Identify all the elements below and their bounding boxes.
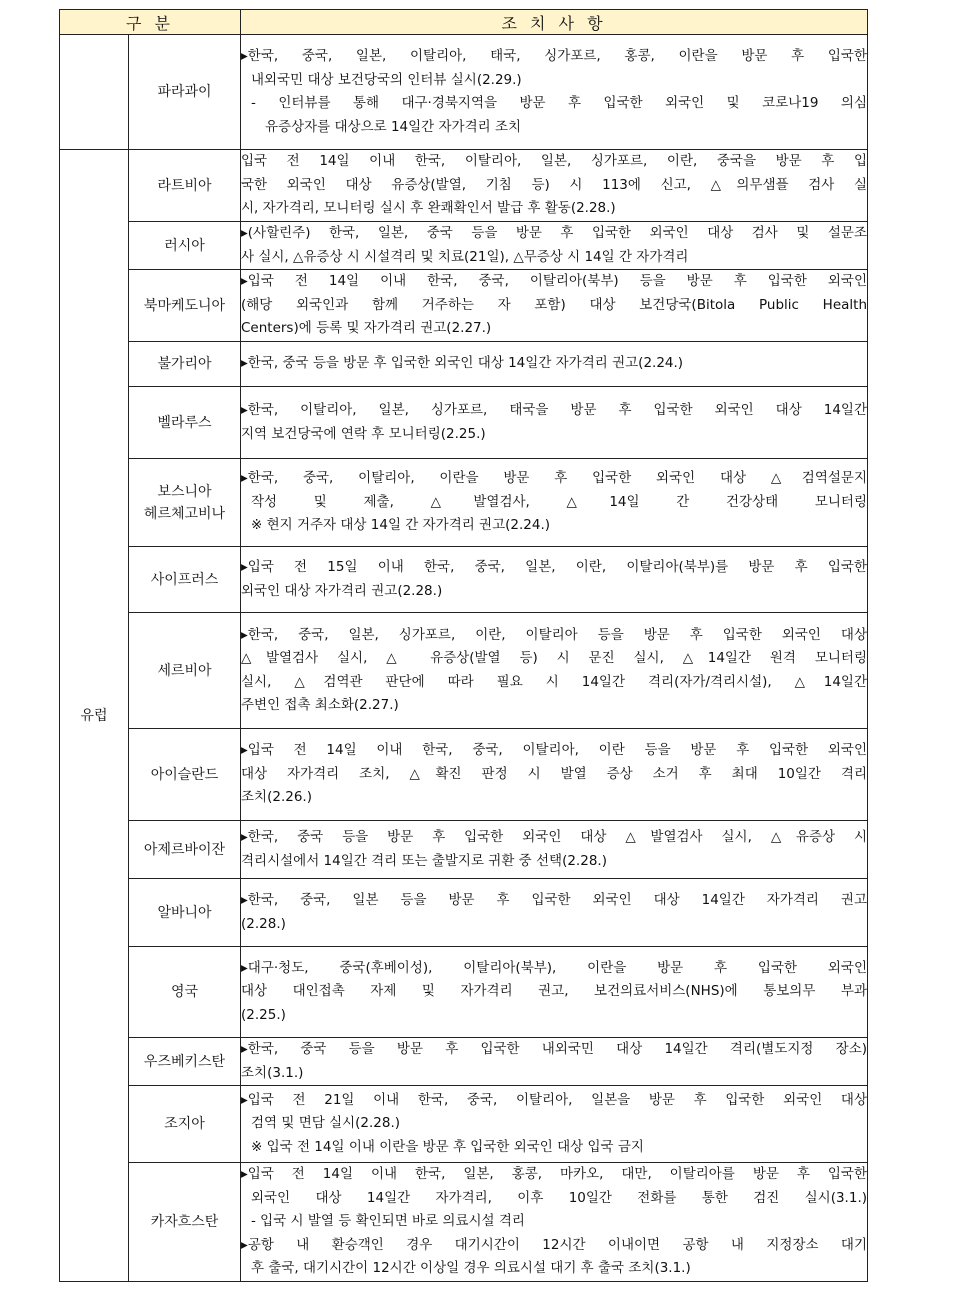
region-cell: 유럽: [60, 150, 129, 1282]
measure-line: ▸한국, 중국 등을 방문 후 입국한 내외국민 대상 14일간 격리(별도지정 장소): [241, 1041, 867, 1057]
header-measures: 조 치 사 항: [241, 10, 868, 35]
measure-line: ▸한국, 중국, 이탈리아, 이란을 방문 후 입국한 외국인 대상 △검역설문지: [241, 470, 867, 487]
measure-cell: [241, 342, 868, 387]
measure-line: - 인터뷰를 통해 대구·경북지역을 방문 후 입국한 외국인 및 코로나19 의심: [251, 95, 867, 111]
measure-line: 조치(2.26.): [241, 789, 312, 806]
region-cell: [60, 35, 129, 150]
table-header-row: [60, 10, 868, 35]
measure-line: ▸한국, 중국, 일본 등을 방문 후 입국한 외국인 대상 14일간 자가격리 권고: [241, 892, 867, 908]
table-row: [60, 459, 868, 547]
country-cell: [129, 879, 241, 947]
measure-cell: [241, 1038, 868, 1086]
measure-line: - 입국 시 발열 등 확인되면 바로 의료시설 격리: [251, 1213, 525, 1229]
measure-line: ▸대구·청도, 중국(후베이성), 이탈리아(북부), 이란을 방문 후 입국한 외국인: [241, 959, 867, 976]
table-row: [60, 222, 868, 270]
country-name: 알바니아: [157, 904, 212, 921]
measure-line: 지역 보건당국에 연락 후 모니터링(2.25.): [241, 425, 486, 442]
country-cell: [129, 1038, 241, 1086]
table-row: [60, 342, 868, 387]
measure-line: (2.25.): [241, 1006, 286, 1023]
measure-line: 검역 및 면담 실시(2.28.): [251, 1115, 401, 1132]
measure-cell: [241, 879, 868, 947]
measure-line: ▸한국, 중국, 일본, 이탈리아, 태국, 싱가포르, 홍콩, 이란을 방문 후 입국한: [241, 48, 867, 64]
measure-cell: [241, 222, 868, 270]
measure-cell: [241, 1163, 868, 1282]
measure-line: ▸한국, 이탈리아, 일본, 싱가포르, 태국을 방문 후 입국한 외국인 대상 14일간: [241, 402, 867, 418]
country-name: 우즈베키스탄: [143, 1053, 226, 1070]
country-cell: [129, 342, 241, 387]
measure-line: (해당 외국인과 함께 거주하는 자 포함) 대상 보건당국(Bitola Public Health: [241, 296, 867, 313]
measure-line: 주변인 접촉 최소화(2.27.): [241, 697, 399, 713]
country-cell: [129, 270, 241, 342]
measure-line: ▸한국, 중국 등을 방문 후 입국한 외국인 대상 14일간 자가격리 권고(2.24.): [241, 355, 684, 372]
table-row: [60, 270, 868, 342]
country-cell: [129, 729, 241, 821]
measure-line: ▸한국, 중국 등을 방문 후 입국한 외국인 대상 △발열검사 실시, △유증상 시: [241, 829, 867, 845]
measure-cell: [241, 729, 868, 821]
country-name: 사이프러스: [150, 571, 219, 588]
table-row: [60, 613, 868, 729]
header-category: 구 분: [60, 10, 241, 35]
table-row: [60, 547, 868, 613]
country-cell: [129, 1163, 241, 1282]
country-name: 조지아: [164, 1116, 205, 1132]
table-row: [60, 729, 868, 821]
measure-cell: [241, 1086, 868, 1163]
measure-line: (2.28.): [241, 915, 286, 932]
country-name: 벨라루스: [157, 414, 212, 431]
country-name: 보스니아: [157, 483, 212, 500]
table-row: [60, 1038, 868, 1086]
country-name: 아이슬란드: [150, 766, 219, 783]
measure-line: 국한 외국인 대상 유증상(발열, 기침 등) 시 113에 신고, △의무샘플 검사 실: [241, 176, 867, 193]
country-cell: [129, 821, 241, 879]
country-name: 러시아: [164, 237, 205, 254]
measure-line: 외국인 대상 14일간 자가격리, 이후 10일간 전화를 통한 검진 실시(3.1.): [251, 1189, 867, 1206]
table-row: [60, 35, 868, 150]
country-name: 영국: [170, 984, 199, 1000]
measure-line: ※ 현지 거주자 대상 14일 간 자가격리 권고(2.24.): [251, 517, 551, 534]
measure-cell: [241, 821, 868, 879]
country-cell: [129, 947, 241, 1038]
measure-cell: [241, 547, 868, 613]
measure-line: 후 출국, 대기시간이 12시간 이상일 경우 의료시설 대기 후 출국 조치(3.1.): [251, 1260, 691, 1276]
country-name: 불가리아: [157, 356, 212, 372]
country-name: 북마케도니아: [143, 297, 226, 314]
measure-line: ▸한국, 중국, 일본, 싱가포르, 이란, 이탈리아 등을 방문 후 입국한 외국인 대상: [241, 626, 867, 643]
country-cell: [129, 35, 241, 150]
measure-line: ▸입국 전 14일 이내 한국, 중국, 이탈리아(북부) 등을 방문 후 입국한 외국인: [241, 273, 867, 290]
table-row: [60, 1163, 868, 1282]
country-name: 카자흐스탄: [150, 1213, 219, 1230]
country-cell: [129, 547, 241, 613]
measure-cell: [241, 270, 868, 342]
measure-line: ▸입국 전 15일 이내 한국, 중국, 일본, 이란, 이탈리아(북부)를 방문 후 입국한: [241, 559, 867, 575]
country-name: 라트비아: [157, 177, 212, 194]
measure-line: △발열검사 실시, △ 유증상(발열 등) 시 문진 실시, △14일간 원격 모니터링: [241, 650, 867, 666]
measure-line: 격리시설에서 14일간 격리 또는 출발지로 귀환 중 선택(2.28.): [241, 852, 607, 869]
measure-line: 유증상자를 대상으로 14일간 자가격리 조치: [265, 118, 522, 135]
measure-cell: [241, 459, 868, 547]
measure-line: ▸입국 전 14일 이내 한국, 중국, 이탈리아, 이란 등을 방문 후 입국한 외국인: [241, 742, 867, 759]
country-cell: [129, 222, 241, 270]
country-name: 파라과이: [157, 84, 212, 100]
measure-line: 내외국민 대상 보건당국의 인터뷰 실시(2.29.): [251, 71, 522, 88]
measure-line: 대상 대인접촉 자제 및 자가격리 권고, 보건의료서비스(NHS)에 통보의무 부과: [241, 983, 867, 1000]
measures-table: [59, 9, 868, 1282]
country-cell: [129, 1086, 241, 1163]
country-name: 세르비아: [157, 662, 212, 679]
measure-cell: [241, 613, 868, 729]
measure-line: 외국인 대상 자가격리 권고(2.28.): [241, 582, 443, 599]
country-cell: [129, 613, 241, 729]
measure-line: ▸입국 전 14일 이내 한국, 일본, 홍콩, 마카오, 대만, 이탈리아를 방문 후 입국한: [241, 1166, 867, 1182]
measure-line: 시, 자가격리, 모니터링 실시 후 완쾌확인서 발급 후 활동(2.28.): [241, 200, 616, 217]
measure-line: ※ 입국 전 14일 이내 이란을 방문 후 입국한 외국인 대상 입국 금지: [251, 1138, 644, 1155]
country-cell: [129, 459, 241, 547]
measure-line: 입국 전 14일 이내 한국, 이탈리아, 일본, 싱가포르, 이란, 중국을 방문 후 입: [241, 153, 867, 170]
measure-cell: [241, 35, 868, 150]
table-row: [60, 879, 868, 947]
country-name: 헤르체고비나: [143, 505, 226, 522]
measure-line: 대상 자가격리 조치, △확진 판정 시 발열 증상 소거 후 최대 10일간 격리: [241, 765, 867, 782]
measure-line: 실시, △검역관 판단에 따라 필요 시 14일간 격리(자가/격리시설), △14일간: [241, 673, 867, 690]
table-row: [60, 1086, 868, 1163]
measure-line: Centers)에 등록 및 자가격리 권고(2.27.): [241, 320, 492, 337]
measure-cell: [241, 150, 868, 222]
measure-cell: [241, 947, 868, 1038]
measure-line: ▸공항 내 환승객인 경우 대기시간이 12시간 이내이면 공항 내 지정장소 대기: [241, 1236, 867, 1253]
measure-line: ▸입국 전 21일 이내 한국, 중국, 이탈리아, 일본을 방문 후 입국한 외국인 대상: [241, 1091, 867, 1108]
measure-line: 작성 및 제출, △발열검사, △14일 간 건강상태 모니터링: [251, 493, 867, 510]
country-cell: [129, 387, 241, 459]
measure-line: ▸(사할린주) 한국, 일본, 중국 등을 방문 후 입국한 외국인 대상 검사 및 설문조: [241, 225, 867, 241]
table-row: [60, 947, 868, 1038]
table-row: [60, 387, 868, 459]
country-cell: [129, 150, 241, 222]
table-row: [60, 821, 868, 879]
measure-line: 사 실시, △유증상 시 시설격리 및 치료(21일), △무증상 시 14일 간 자가격리: [241, 248, 689, 265]
country-name: 아제르바이잔: [143, 841, 226, 858]
measure-cell: [241, 387, 868, 459]
table-row: [60, 150, 868, 222]
measure-line: 조치(3.1.): [241, 1064, 304, 1081]
